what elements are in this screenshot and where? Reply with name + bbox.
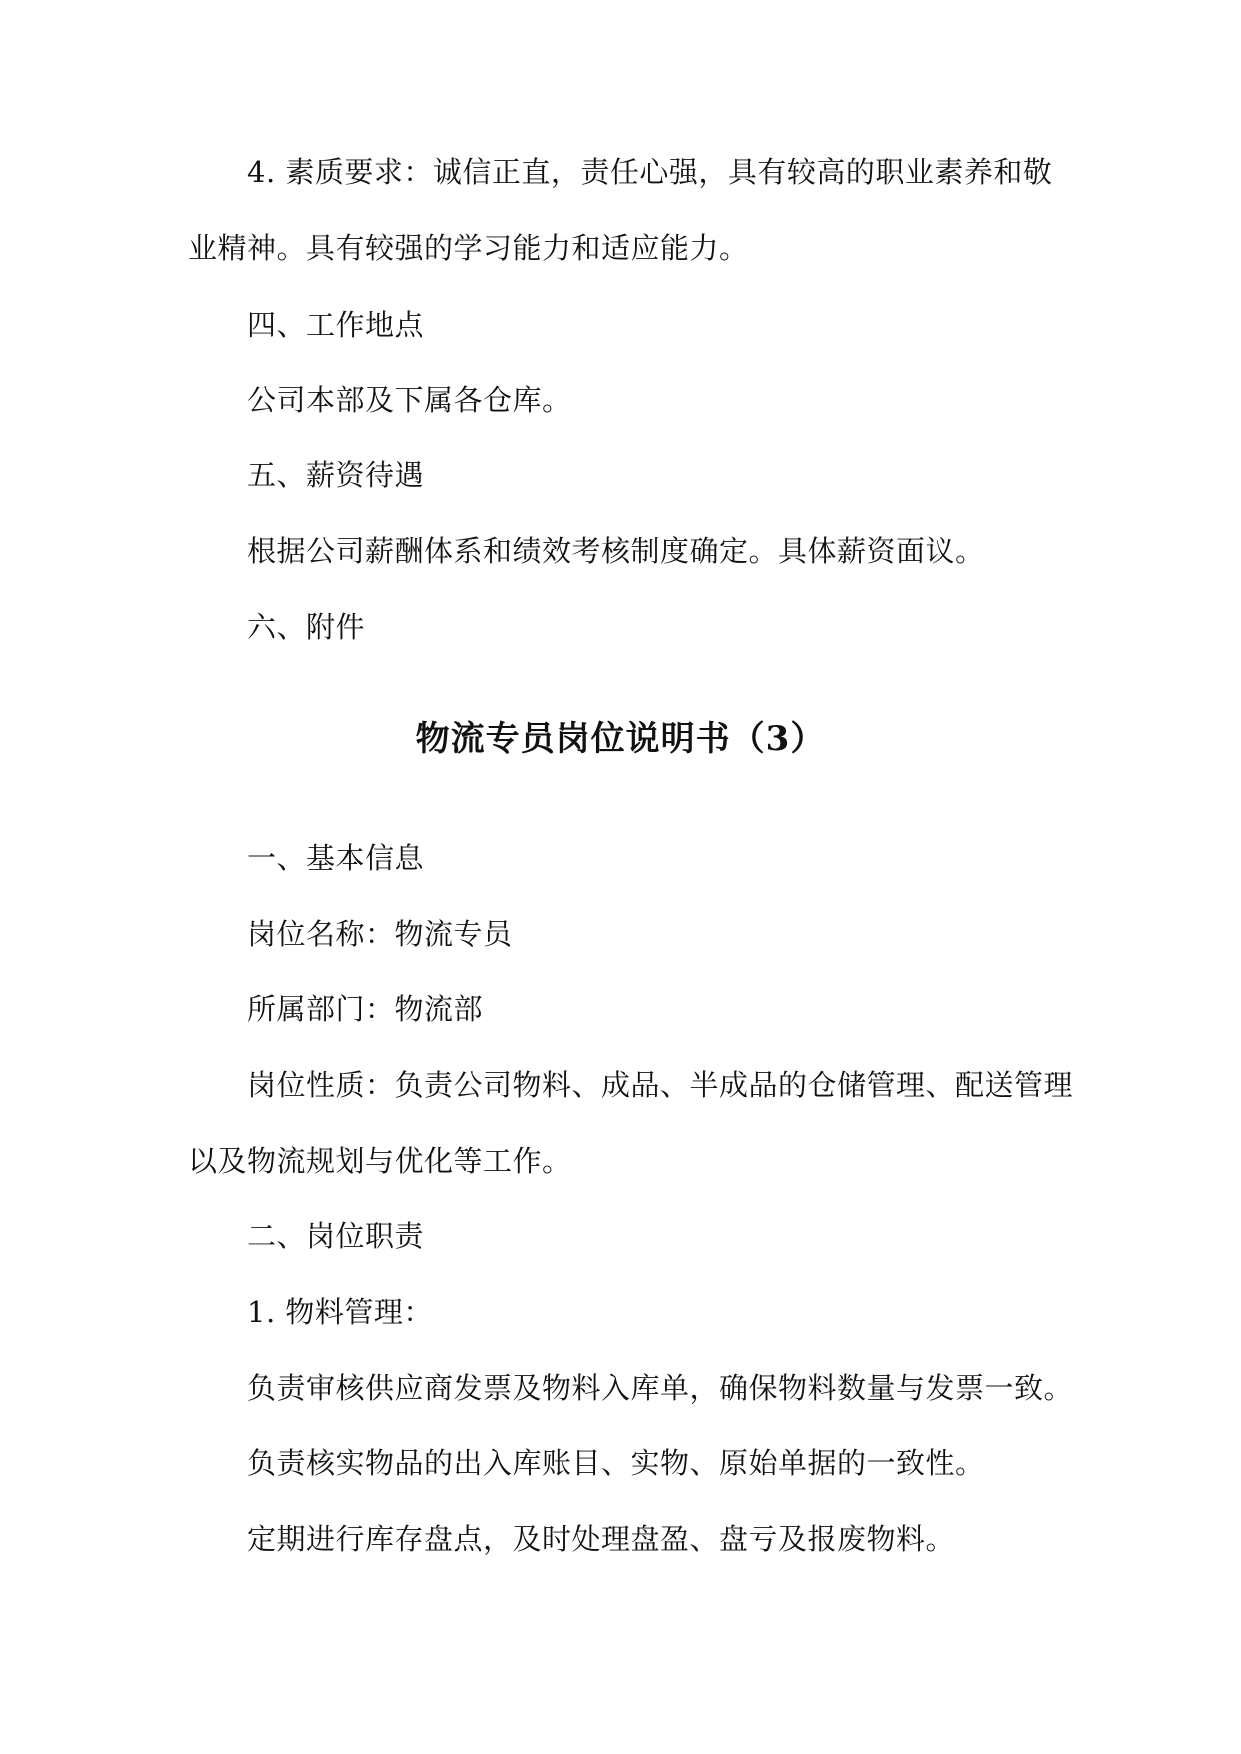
duty-item: 负责审核供应商发票及物料入库单，确保物料数量与发票一致。	[247, 1371, 1074, 1405]
work-location-text: 公司本部及下属各仓库。	[247, 383, 572, 417]
salary-text: 根据公司薪酬体系和绩效考核制度确定。具体薪资面议。	[247, 534, 985, 568]
department: 所属部门：物流部	[247, 992, 484, 1026]
quality-requirement-line2: 业精神。具有较强的学习能力和适应能力。	[188, 231, 749, 265]
document-title: 物流专员岗位说明书（3）	[415, 719, 826, 759]
section-heading-work-location: 四、工作地点	[247, 308, 425, 342]
quality-requirement-line1: 4. 素质要求：诚信正直，责任心强，具有较高的职业素养和敬	[247, 155, 1053, 189]
section-heading-salary: 五、薪资待遇	[247, 458, 425, 492]
duty-item: 定期进行库存盘点，及时处理盘盈、盘亏及报废物料。	[247, 1522, 956, 1556]
position-nature-line1: 岗位性质：负责公司物料、成品、半成品的仓储管理、配送管理	[247, 1068, 1074, 1102]
position-nature-line2: 以及物流规划与优化等工作。	[188, 1144, 572, 1178]
duty-material-management-title: 1. 物料管理：	[247, 1295, 433, 1329]
section-heading-attachments: 六、附件	[247, 610, 366, 644]
position-name: 岗位名称：物流专员	[247, 917, 513, 951]
duty-item: 负责核实物品的出入库账目、实物、原始单据的一致性。	[247, 1446, 985, 1480]
section-heading-basic-info: 一、基本信息	[247, 841, 425, 875]
section-heading-duties: 二、岗位职责	[247, 1219, 425, 1253]
